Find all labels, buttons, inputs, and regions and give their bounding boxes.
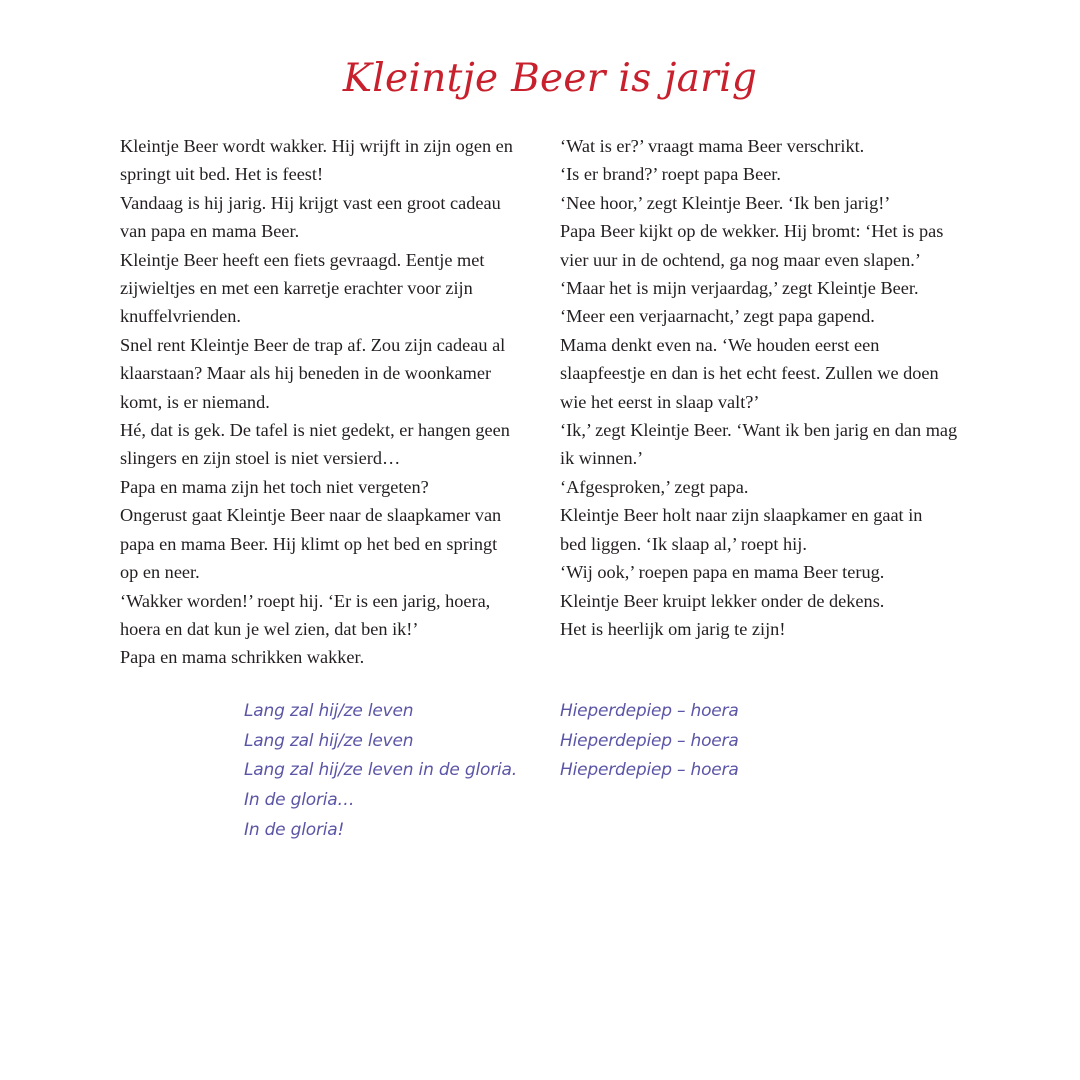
story-line: Ongerust gaat Kleintje Beer naar de slaapkamer van [120,505,502,526]
story-line: vier uur in de ochtend, ga nog maar even slapen.’ [560,249,921,270]
song-line: In de gloria! [244,819,345,840]
song-line: Hieperdepiep – hoera [560,760,739,781]
song-line: Lang zal hij/ze leven [244,730,414,751]
story-left-column [120,132,550,672]
story-line: bed liggen. ‘Ik slaap al,’ roept hij. [560,533,807,554]
story-line: ‘Is er brand?’ roept papa Beer. [560,164,781,185]
story-line: ‘Wij ook,’ roepen papa en mama Beer terug. [560,562,885,583]
story-line: Kleintje Beer wordt wakker. Hij wrijft in zijn ogen en [120,136,513,156]
story-line: klaarstaan? Maar als hij beneden in de woonkamer [120,363,492,384]
story-line: knuffelvrienden. [120,306,241,327]
story-line: Hé, dat is gek. De tafel is niet gedekt, er hangen geen [120,420,510,441]
story-line: ‘Wakker worden!’ roept hij. ‘Er is een jarig, hoera, [120,590,491,611]
story-line: Kleintje Beer heeft een fiets gevraagd. Eentje met [120,249,485,270]
story-line: ‘Wat is er?’ vraagt mama Beer verschrikt. [560,136,865,156]
story-line: slingers en zijn stoel is niet versierd… [120,448,401,469]
song-line: In de gloria… [244,790,355,811]
story-line: zijwieltjes en met een karretje erachter voor zijn [120,278,473,299]
story-line: hoera en dat kun je wel zien, dat ben ik!’ [120,618,419,639]
story-line: springt uit bed. Het is feest! [120,164,324,185]
story-line: ‘Afgesproken,’ zegt papa. [560,476,749,497]
story-line: Papa Beer kijkt op de wekker. Hij bromt: ‘Het is pas [560,221,944,242]
story-line: ‘Maar het is mijn verjaardag,’ zegt Kleintje Beer. [560,278,919,299]
song-line: Hieperdepiep – hoera [560,701,739,721]
story-line: Het is heerlijk om jarig te zijn! [560,618,786,639]
story-right-column [560,132,1000,643]
story-line: van papa en mama Beer. [120,221,300,242]
story-line: ‘Ik,’ zegt Kleintje Beer. ‘Want ik ben jarig en dan mag [560,420,958,441]
song-line: Lang zal hij/ze leven in de gloria. [244,760,517,781]
story-line: op en neer. [120,562,200,583]
story-line: ik winnen.’ [560,448,644,469]
song-line: Lang zal hij/ze leven [244,701,414,721]
story-line: komt, is er niemand. [120,391,270,412]
story-line: ‘Meer een verjaarnacht,’ zegt papa gapend. [560,306,875,327]
song-verse-left [244,697,544,846]
story-line: Papa en mama zijn het toch niet vergeten? [120,476,429,497]
story-line: Kleintje Beer holt naar zijn slaapkamer en gaat in [560,505,923,526]
story-line: papa en mama Beer. Hij klimt op het bed en springt [120,533,498,554]
story-line: Vandaag is hij jarig. Hij krijgt vast een groot cadeau [120,192,501,213]
story-line: Papa en mama schrikken wakker. [120,647,365,668]
story-line: slaapfeestje en dan is het echt feest. Zullen we doen [560,363,939,384]
song-line: Hieperdepiep – hoera [560,730,739,751]
story-line: Snel rent Kleintje Beer de trap af. Zou zijn cadeau al [120,334,506,355]
story-line: Mama denkt even na. ‘We houden eerst een [560,334,880,355]
story-line: Kleintje Beer kruipt lekker onder de dekens. [560,590,885,611]
story-line: wie het eerst in slaap valt?’ [560,391,760,412]
page-title: Kleintje Beer is jarig [342,56,758,101]
story-line: ‘Nee hoor,’ zegt Kleintje Beer. ‘Ik ben jarig!’ [560,192,891,213]
song-verse-right [560,697,780,786]
